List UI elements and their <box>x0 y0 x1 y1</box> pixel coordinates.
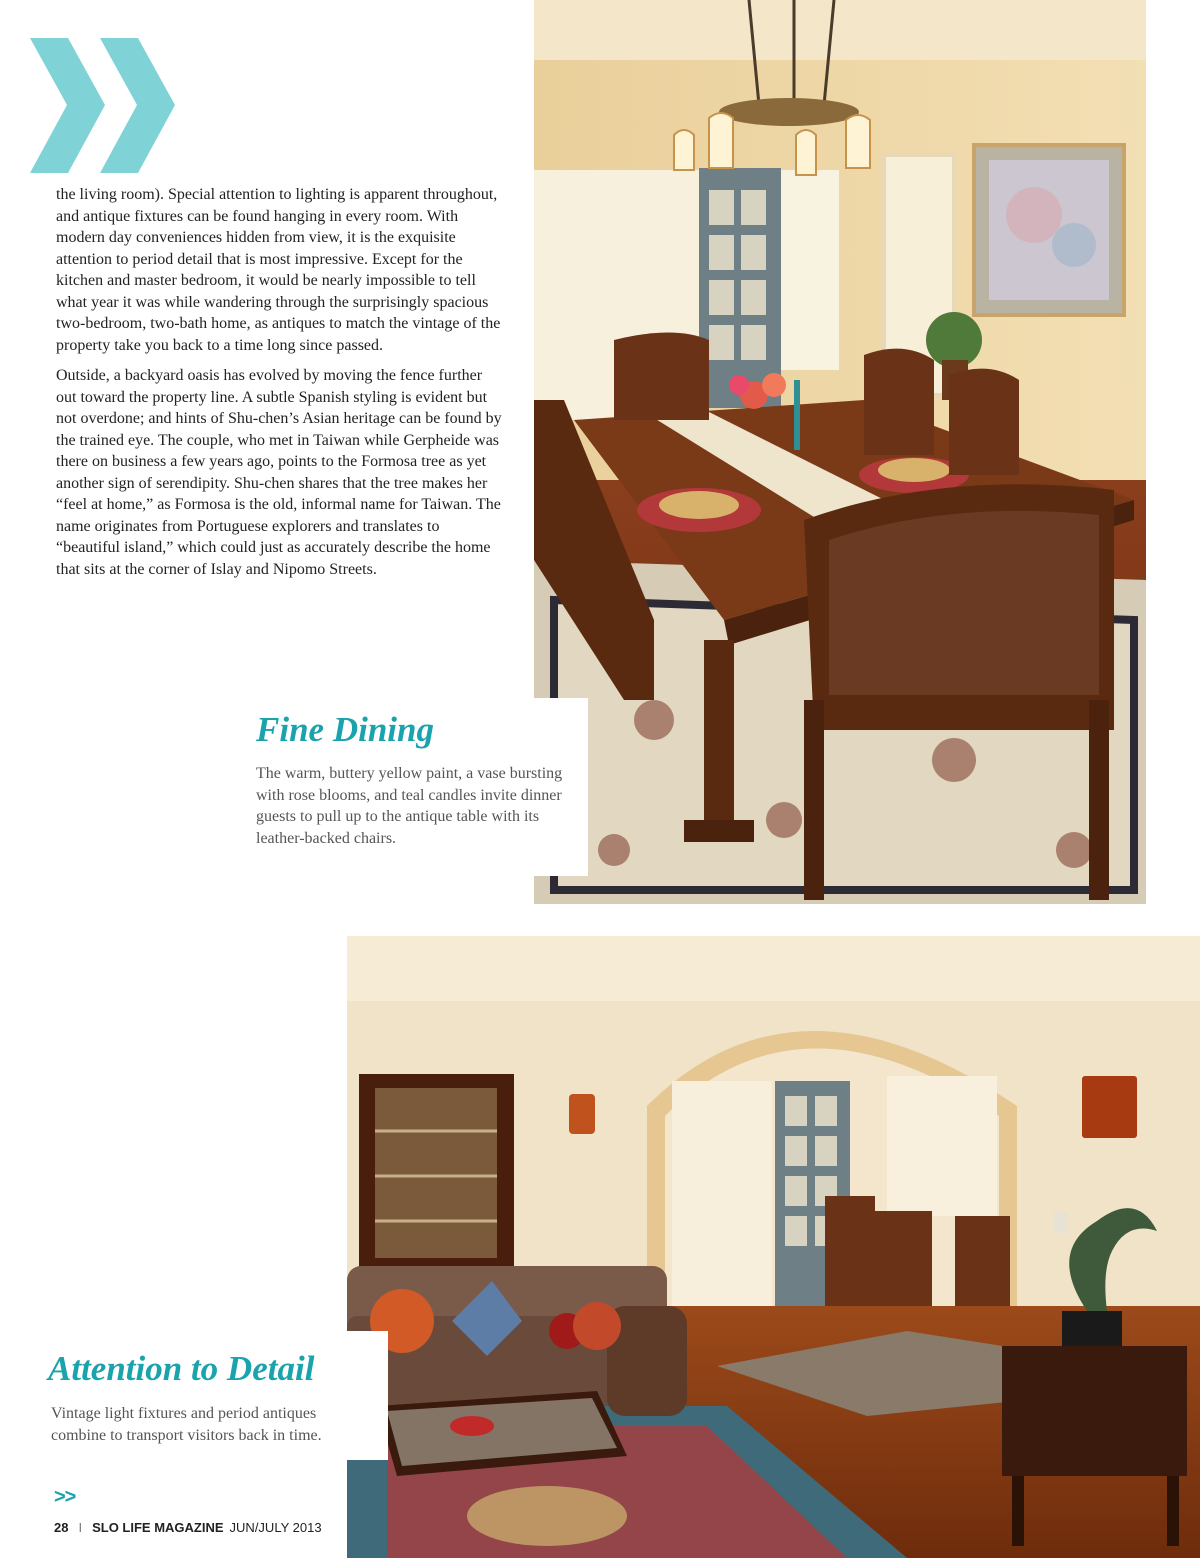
issue-date: JUN/JULY 2013 <box>229 1520 322 1535</box>
footer-separator: I <box>78 1520 83 1535</box>
double-chevron-right-icon <box>30 38 175 173</box>
dining-room-photo <box>534 0 1146 904</box>
article-body <box>56 184 502 589</box>
caption-title-fine-dining: Fine Dining <box>256 710 434 749</box>
page-number: 28 <box>54 1520 69 1535</box>
article-paragraph: Outside, a backyard oasis has evolved by moving the fence further out toward the property line. A subtle Spanish styling is evident but not overdone; and hints of Shu-chen’s Asian heritage can be found by the trained eye. The couple, who met in Taiwan while Gerpheide was there on business a few years ago, points to the Formosa tree as yet another sign of serendipity. Shu-chen shares that the tree makes her “feel at home,” as Formosa is the old, informal name for Taiwan. The name originates from Portuguese explorers and translates to “beautiful island,” which could just as accurately describe the home that sits at the corner of Islay and Nipomo Streets. <box>56 367 502 578</box>
article-paragraph: the living room). Special attention to lighting is apparent throughout, and antique fixtures can be found hanging in every room. With modern day conveniences hidden from view, it is the exquisite attention to period detail that is most impressive. Except for the kitchen and master bedroom, it would be nearly impossible to tell what year it was while wandering through the surprisingly spacious two-bedroom, two-bath home, as antiques to match the vintage of the property take you back to a time long since passed. <box>56 186 501 354</box>
magazine-name: SLO LIFE MAGAZINE <box>92 1520 224 1535</box>
page-footer <box>54 1520 326 1538</box>
caption-text-fine-dining: The warm, buttery yellow paint, a vase bursting with rose blooms, and teal candles invite dinner guests to pull up to the antique table with its leather-backed chairs. <box>256 765 563 847</box>
footer-arrows-icon: >> <box>54 1486 76 1508</box>
living-room-photo <box>347 936 1200 1558</box>
caption-text-attention-to-detail: Vintage light fixtures and period antiques combine to transport visitors back in time. <box>51 1405 322 1444</box>
caption-title-attention-to-detail: Attention to Detail <box>48 1349 315 1388</box>
